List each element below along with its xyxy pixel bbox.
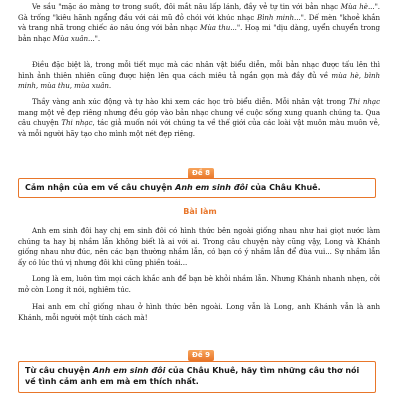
paragraph-characters <box>18 2 380 44</box>
text-run: ...". <box>88 33 101 43</box>
text-run: Anh em sinh đôi hay chị em sinh đôi có hình thức bên ngoài giống nhau như hai giọt nước làm chúng ta hay bị nhầm lẫn không biết là ai với ai. Trong câu chuyện này cũng vậy, Long và Khánh giống nhau như đúc, nên các bạn thường nhầm lẫn, có bạn có ý nhầm lẫn để đùa vui... Sự nhầm lẫn ấy có lúc thú vị nhưng đôi khi cũng phiền toái... <box>18 226 380 267</box>
text-run: Ve sầu "mặc áo màng tơ trong suốt, đôi mắt nâu lấp lánh, đầy vẻ tự tin với bản nhạc <box>32 2 341 11</box>
task-badge-9: Đề 9 <box>188 350 214 361</box>
text-run: Thầy vàng anh xúc động và tự hào khi xem các học trò biểu diễn. Mỗi nhân vật trong <box>32 97 349 106</box>
text-run-italic: Anh em sinh đôi <box>92 366 166 375</box>
task-prompt-8 <box>18 178 376 198</box>
text-run-italic: Mùa xuân <box>52 33 89 43</box>
paragraph-teacher <box>18 97 380 139</box>
text-run: , tác giả muốn nói với chúng ta về thế giới của các loài vật muôn màu muôn vẻ, và mỗi người hãy tạo cho mình một nét đẹp riêng. <box>18 118 380 138</box>
text-run: ...". Gà trống "kiêu hãnh ngẩng đầu với cái mũ đỏ chói với khúc nhạc <box>18 2 380 22</box>
text-run-italic: Anh em sinh đôi <box>175 183 248 192</box>
text-run: Long là em, luôn tìm mọi cách khắc anh để bạn bè khỏi nhầm lẫn. Nhưng Khánh nhanh nhẹn, cởi mở còn Long ít nói, nghiêm túc. <box>18 274 380 294</box>
answer-heading: Bài làm <box>183 207 217 216</box>
text-run: mang một vẻ đẹp riêng nhưng đều góp vào bản nhạc chung về cuộc sống xung quanh chúng ta. Qua câu chuyện <box>18 107 380 128</box>
text-run-italic: Thi nhạc <box>348 97 380 106</box>
text-run-italic: Thi nhạc <box>61 118 93 128</box>
text-run-italic: Bình minh <box>256 12 295 22</box>
text-run: . <box>108 81 112 91</box>
task-prompt-9 <box>18 361 376 393</box>
text-run: Cảm nhận của em về câu chuyện <box>25 183 176 192</box>
text-run: ...". Hoạ mi "dịu dàng, uyển chuyển trong bản nhạc <box>18 23 380 43</box>
text-run: Hai anh em chỉ giống nhau ở hình thức bên ngoài. Long vẫn là Long, anh Khánh vẫn là anh Khánh, mỗi người một tính cách mà! <box>18 302 380 322</box>
text-run: Điều đặc biệt là, trong mỗi tiết mục mà các nhân vật biểu diễn, mỗi bản nhạc được tấu lên thì hình ảnh thiên nhiên cũng được hiện lên qua cách miêu tả ngắn gọn mà đầy đủ về <box>18 60 380 80</box>
task-badge-8: Đề 8 <box>188 168 214 179</box>
text-run-italic: Mùa hè <box>340 2 368 11</box>
text-run: Từ câu chuyện <box>25 366 93 375</box>
text-run: của Châu Khuê, hãy tìm những câu thơ nói về tình cảm anh em mà em thích nhất. <box>25 366 360 386</box>
paragraph-special <box>18 60 380 92</box>
text-run-italic: Mùa thu <box>200 23 231 33</box>
paragraph-answer-1 <box>18 226 380 268</box>
text-run-italic: mùa hè, bình minh, mùa thu, mùa xuân <box>18 70 380 91</box>
paragraph-answer-2 <box>18 274 380 295</box>
text-run: ...". Dế mèn "khoẻ khắn và trang nhã trong chiếc áo nâu óng với bản nhạc <box>18 12 380 33</box>
paragraph-answer-3 <box>18 302 380 323</box>
text-run: của Châu Khuê. <box>247 183 321 192</box>
